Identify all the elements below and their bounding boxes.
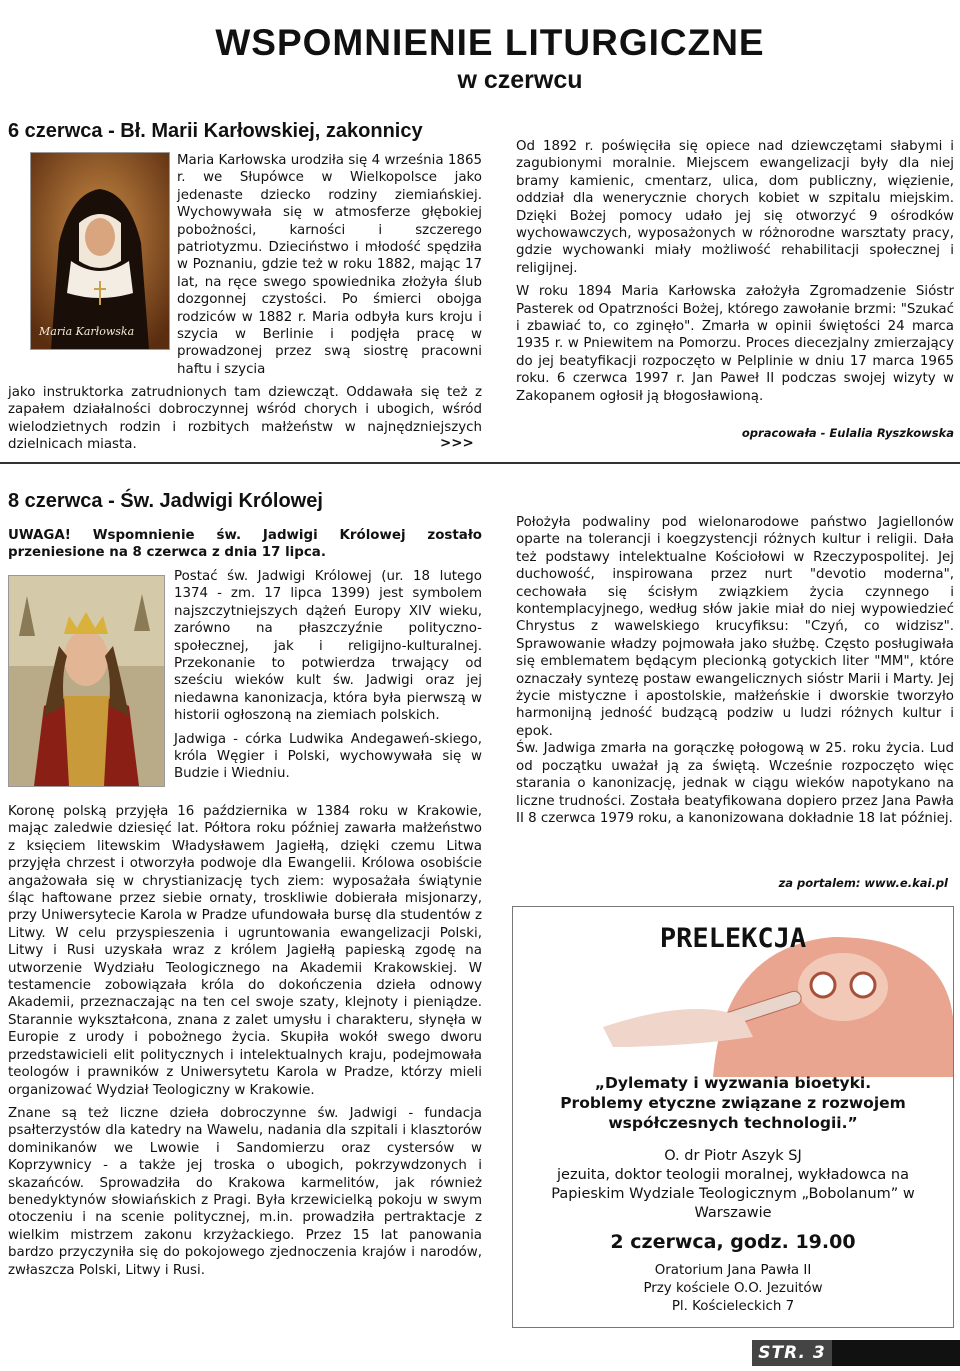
lecture-heading: PRELEKCJA bbox=[659, 923, 807, 954]
jadwiga-paragraph-death: Św. Jadwiga zmarła na gorączkę połogową w 25. roku życia. Lud od początku uważał ją za świętą. Wcześnie rozpoczęto więc starania o kanonizację, jednak w ciągu wieków napotykano na liczne trudności. Została beatyfikowana dopiero przez Jana Pawła II 8 czerwca 1979 roku, a kanonizowana dokładnie 18 lat później. bbox=[516, 741, 954, 826]
lecture-box bbox=[512, 906, 954, 1328]
karlowska-paragraph-3: Od 1892 r. poświęciła się opiece nad dziewczętami słabymi i zagubionymi moralnie. Miejscem ewangelizacji były dla niej bramy kamienic, cmentarz, ulica, dom publiczny, więzienie, oddział dla wenerycznie chorych kobiet w szpitalu miejskim. Dzięki Bożej pomocy udało jej się otworzyć 9 ośrodków wychowawczych, wyposażonych w różnorodne warsztaty pracy, gdzie wychowanki miały możliwość rehabilitacji społecznej i religijnej. bbox=[516, 139, 954, 276]
section-divider bbox=[0, 462, 960, 464]
section-heading-jadwiga: 8 czerwca - Św. Jadwigi Królowej bbox=[8, 490, 323, 512]
page-subtitle: w czerwcu bbox=[457, 66, 583, 94]
jadwiga-paragraph-legacy: Położyła podwaliny pod wielonarodowe państwo Jagiellonów oparte na tolerancji i koegzystencji różnych kultur i religii. Dała też podstawy intelektualne Kościołowi w Rzeczypospolitej. Jej duchowość, inspirowana przez nurt "devotio moderna", cechowała się ścisłym związkiem życia czynnego i kontemplacyjnego, według słów jakie miał do niej wypowiedzieć Chrystus z wawelskiego krucyfiksu: "Czyń, co widzisz". Sprawowanie władzy pojmowała jako służbę. Często posługiwała się emblematem będącym plecionką gotyckich liter "MM", które oznaczały syntezę postaw ewangelicznych sióstr Marii i Marty. Jej życie mistyczne i apostolskie, małżeńskie i dworskie tworzyło harmonijną jedność budzącą podziw u ludzi różnych kultur i epok. bbox=[516, 515, 954, 739]
lecture-place-line-3: Pl. Kościeleckich 7 bbox=[671, 1299, 795, 1314]
queen-portrait-image bbox=[9, 576, 164, 786]
karlowska-text-wrap bbox=[177, 152, 482, 384]
jadwiga-text-wrap bbox=[174, 568, 482, 783]
jadwiga-notice: UWAGA! Wspomnienie św. Jadwigi Królowej zostało przeniesione na 8 czerwca z dnia 17 lipca. bbox=[8, 528, 482, 561]
karlowska-credit: opracowała - Eulalia Ryszkowska bbox=[741, 426, 954, 440]
page-number: STR. 3 bbox=[752, 1340, 832, 1366]
footer-bar bbox=[832, 1340, 960, 1366]
lecture-place-line-2: Przy kościele O.O. Jezuitów bbox=[643, 1281, 823, 1296]
jadwiga-credit: za portalem: www.e.kai.pl bbox=[778, 876, 948, 890]
lecture-topic-line-1: „Dylematy i wyzwania bioetyki. bbox=[594, 1074, 872, 1092]
lecture-speaker: O. dr Piotr Aszyk SJ bbox=[664, 1148, 802, 1164]
lecture-topic-line-2: Problemy etyczne związane z rozwojem współczesnych technologii.” bbox=[560, 1094, 906, 1132]
karlowska-paragraph-1: Maria Karłowska urodziła się 4 września 1865 r. we Słupówce w Wielkopolsce jako jedenaste dziecko rodziny ziemiańskiej. Wychowywała się w atmosferze głębokiej pobożności, karności i szczerego patriotyzmu. Dzieciństwo i młodość spędziła w Poznaniu, gdzie też w roku 1882, mając 17 lat, na ręce swego spowiednika złożyła ślub dozgonnej czystości. Po śmierci obojga rodziców w 1882 r. Maria odbyła kurs kroju i szycia w Berlinie i podjęła pracę w prowadzonej przez swą siostrę pracowni haftu i szycia bbox=[177, 153, 482, 377]
karlowska-column-2 bbox=[516, 138, 954, 411]
lecture-speaker-block bbox=[513, 1147, 953, 1223]
jadwiga-portrait bbox=[8, 575, 165, 787]
nun-portrait-image bbox=[31, 153, 169, 349]
section-heading-karlowska: 6 czerwca - Bł. Marii Karłowskiej, zakonnicy bbox=[8, 120, 423, 142]
karlowska-text-full bbox=[8, 384, 482, 454]
jadwiga-paragraph-origin-b: Koronę polską przyjęła 16 października w 1384 roku w Krakowie, mając zaledwie dziesięć lat. Półtora roku później zawarła małżeństwo z księciem litewskim Władysławem Jagiełłą, dzięki czemu Litwa przyjęła chrzest i otworzyła podwoje dla Ewangelii. Królowa osobiście angażowała się w chrystianizację tych ziem: wyposażała świątynie śląc haftowane przez siebie ornaty, troskliwie dobierała misjonarzy, przy Uniwersytecie Karola w Pradze ufundowała bursę dla studentów z Litwy. W celu przyspieszenia i ugruntowania ewangelizacji Polski, Litwy i Rusi uzyskała wraz z królem Jagiełłą papieską zgodę na utworzenie Wydziału Teologicznego na Akademii Krakowskiej. W testamencie zobowiązała króla do dokończenia dzieła odnowy Akademii, przeznaczając na ten cel swoje szaty, klejnoty i pieniądze. Starannie wykształcona, znana z zalet umysłu i charakteru, słynęła w Europie z urody i pobożnego życia. Skupiła wokół swego dworu przedstawicieli elit politycznych i intelektualnych kraju, podejmowała teologów i prawników z Uniwersytetu Karola w Pradze, którzy mieli organizować Wydział Teologiczny w Krakowie. bbox=[8, 804, 482, 1098]
karlowska-paragraph-4: W roku 1894 Maria Karłowska założyła Zgromadzenie Sióstr Pasterek od Opatrzności Bożej, którego zawołanie brzmi: "Szukać i zbawiać to, co zginęło". Zmarła w opinii świętości 24 marca 1935 r. w Pniewitem na Pomorzu. Proces diecezjalny zmierzający do jej beatyfikacji rozpoczęto w Pelplinie w dniu 17 marca 1965 roku. 6 czerwca 1997 r. Jan Paweł II podczas swojej wizyty w Zakopanem ogłosił ją błogosławioną. bbox=[516, 284, 954, 404]
karlowska-portrait bbox=[30, 152, 170, 350]
page-title: WSPOMNIENIE LITURGICZNE bbox=[215, 22, 765, 63]
jadwiga-paragraph-intro: Postać św. Jadwigi Królowej (ur. 18 lutego 1374 - zm. 17 lipca 1399) jest symbolem najszczytniejszych dążeń Europy XIV wieku, zarówno na płaszczyźnie polityczno-społecznej, jak i religijno-kulturalnej. Przekonanie to potwierdza trwający od sześciu wieków kult św. Jadwigi oraz jej niedawna kanonizacja, która była pierwszą w historii ogłoszoną na ziemiach polskich. bbox=[174, 569, 482, 724]
karlowska-paragraph-2: jako instruktorka zatrudnionych tam dziewcząt. Oddawała się też z zapałem działalności dobroczynnej wśród chorych i ubogich, wśród wielodzietnych rodzin i rozbitych małżeństw w najnędzniejszych dzielnicach miasta. bbox=[8, 385, 482, 453]
lecture-place bbox=[513, 1262, 953, 1316]
lecture-place-line-1: Oratorium Jana Pawła II bbox=[654, 1263, 812, 1278]
portrait-signature: Maria Karłowska bbox=[39, 325, 135, 338]
jadwiga-column-2 bbox=[516, 514, 954, 833]
continue-arrows: >>> bbox=[440, 436, 474, 451]
jadwiga-text-full bbox=[8, 803, 482, 1285]
lecture-date: 2 czerwca, godz. 19.00 bbox=[610, 1231, 856, 1253]
jadwiga-paragraph-charity: Znane są też liczne dzieła dobroczynne św. Jadwigi - fundacja psałterzystów dla katedry na Wawelu, nadania dla szpitali i klasztorów dominikanów we Lwowie i Sandomierzu oraz cystersów w Koprzywnicy - a także jej troska o ubogich, pokrzywdzonych i skazańców. Sprowadziła do Krakowa karmelitów, jak również benedyktynów słowiańskich z Pragi. Była krzewicielką pokoju w swym otoczeniu i na scenie politycznej, m.in. prowadziła pertraktacje z wielkim mistrzem zakonu krzyżackiego. Przez 15 lat panowania bardzo przyczyniła się do pokojowego zjednoczenia krajów i narodów, zwłaszcza Polski, Litwy i Rusi. bbox=[8, 1105, 482, 1278]
lecture-speaker-desc: jezuita, doktor teologii moralnej, wykładowca na Papieskim Wydziale Teologicznym „Bobolanum” w Warszawie bbox=[551, 1167, 915, 1221]
jadwiga-paragraph-origin-a: Jadwiga - córka Ludwika Andegaweń-skiego, króla Węgier i Polski, wychowywała się w Budzie i Wiedniu. bbox=[174, 731, 482, 782]
lecture-topic bbox=[513, 1073, 953, 1133]
